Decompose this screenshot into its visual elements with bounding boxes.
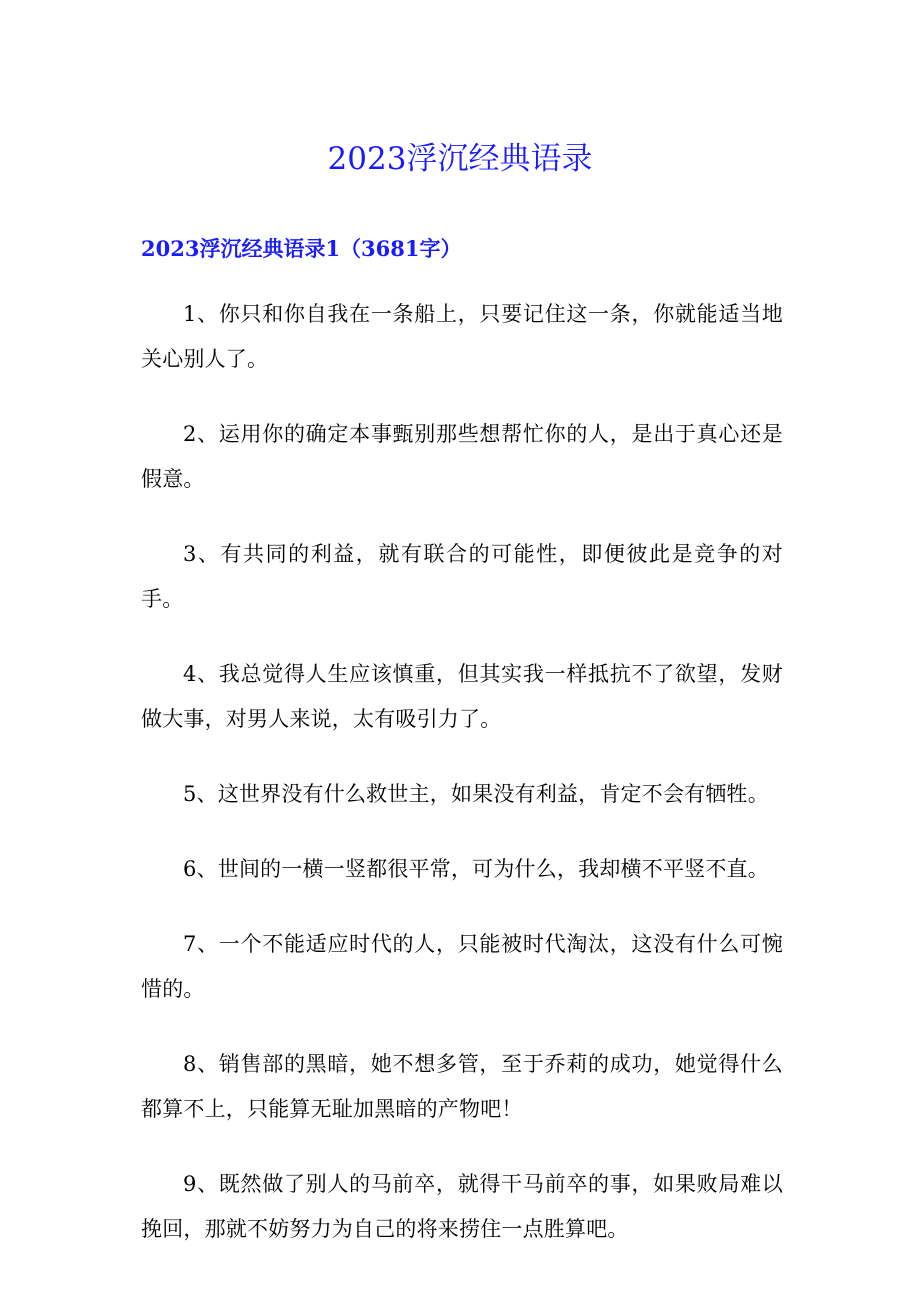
quote-item: 8、销售部的黑暗，她不想多管，至于乔莉的成功，她觉得什么都算不上，只能算无耻加黑暗的产物吧！ <box>141 1052 783 1121</box>
quote-item: 3、有共同的利益，就有联合的可能性，即便彼此是竞争的对手。 <box>141 542 783 611</box>
document-title: 2023浮沉经典语录 <box>327 141 593 177</box>
quote-item: 5、这世界没有什么救世主，如果没有利益，肯定不会有牺牲。 <box>183 782 769 806</box>
quote-list <box>141 292 783 1282</box>
section-heading: 2023浮沉经典语录1（3681字） <box>141 236 462 261</box>
quote-item: 4、我总觉得人生应该慎重，但其实我一样抵抗不了欲望，发财做大事，对男人来说，太有吸引力了。 <box>141 662 783 731</box>
quote-item: 1、你只和你自我在一条船上，只要记住这一条，你就能适当地关心别人了。 <box>141 302 783 371</box>
quote-item: 2、运用你的确定本事甄别那些想帮忙你的人，是出于真心还是假意。 <box>141 422 783 491</box>
quote-item: 7、一个不能适应时代的人，只能被时代淘汰，这没有什么可惋惜的。 <box>141 932 783 1001</box>
quote-item: 6、世间的一横一竖都很平常，可为什么，我却横不平竖不直。 <box>183 857 769 881</box>
quote-item: 9、既然做了别人的马前卒，就得干马前卒的事，如果败局难以挽回，那就不妨努力为自己的将来捞住一点胜算吧。 <box>141 1172 783 1241</box>
